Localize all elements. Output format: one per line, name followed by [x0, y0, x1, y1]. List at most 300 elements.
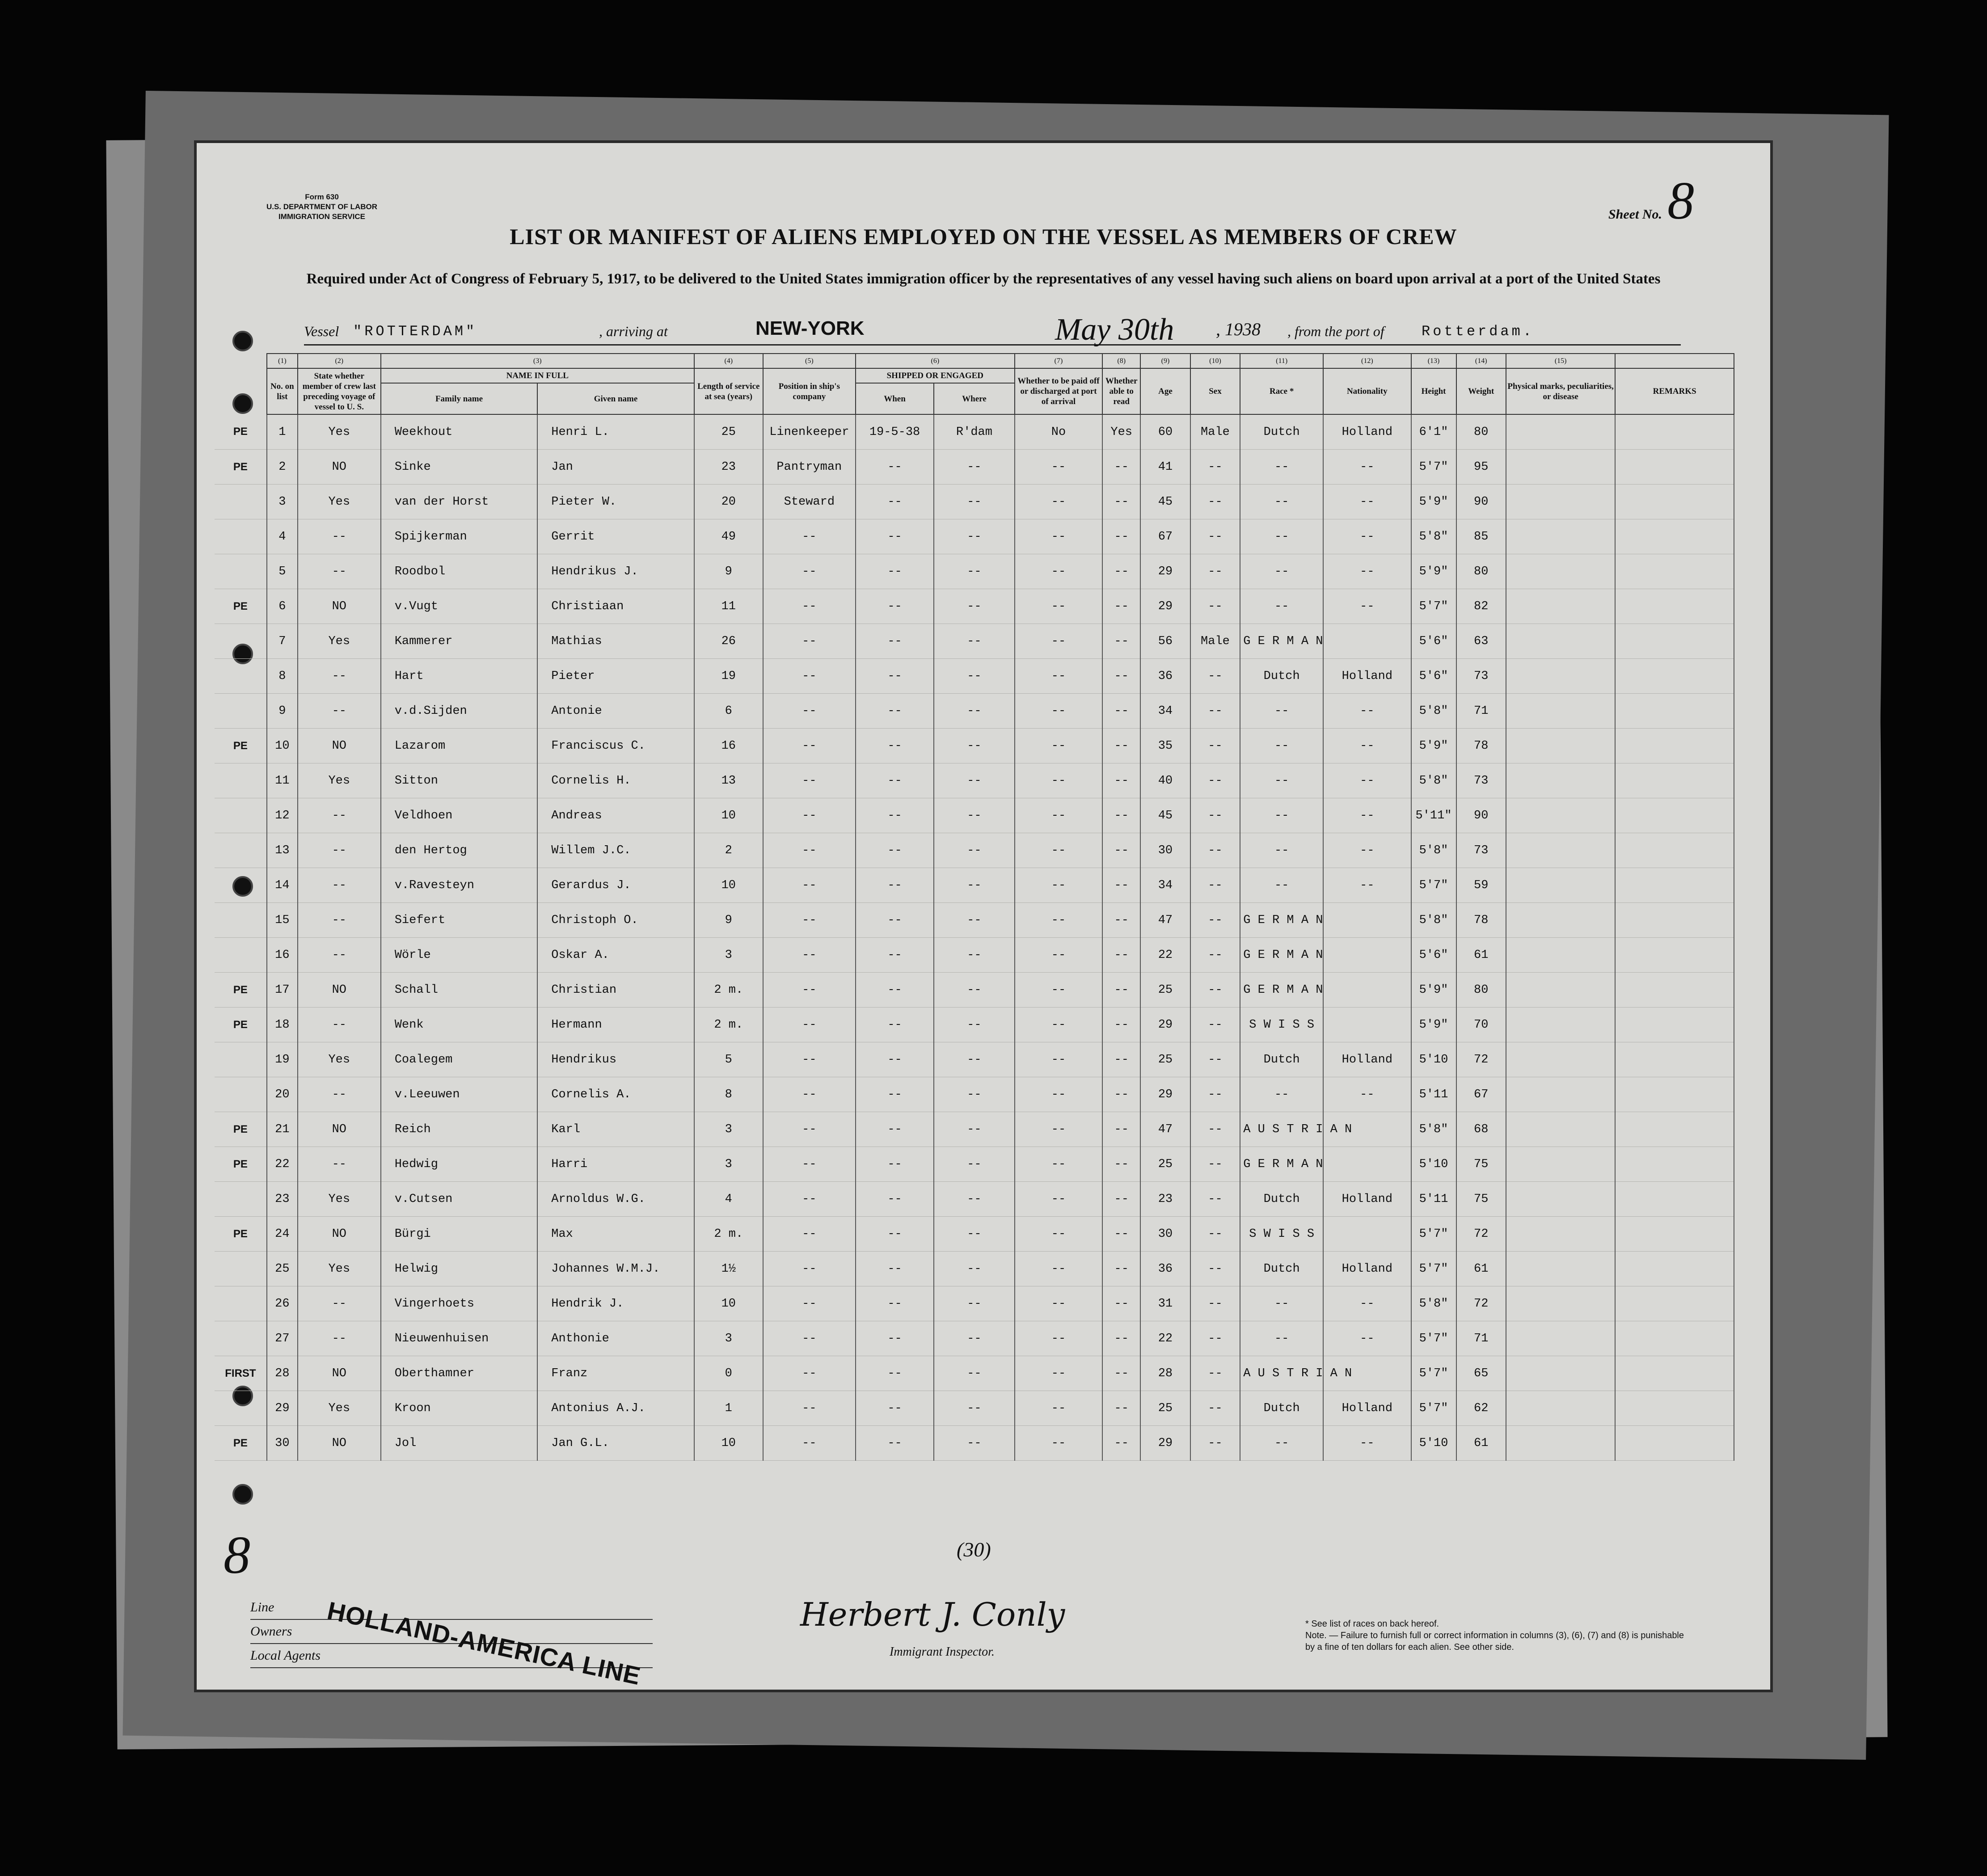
- cell-paid-off: --: [1015, 1042, 1103, 1077]
- cell-shipped-when: --: [856, 729, 934, 763]
- cell-shipped-where: --: [934, 1147, 1015, 1182]
- cell-able-to-read: --: [1102, 1356, 1140, 1391]
- page-subtitle: Required under Act of Congress of February 5, 1917, to be delivered to the United States immigration officer by the representatives of any vessel having such aliens on board upon arrival at a port of the United States: [306, 271, 1661, 287]
- cell-age: 29: [1140, 1008, 1190, 1042]
- margin-mark: [215, 1391, 267, 1426]
- cell-given-name: Christoph O.: [537, 903, 694, 938]
- margin-mark: [215, 1321, 267, 1356]
- cell-family-name: Siefert: [381, 903, 538, 938]
- margin-mark: PE: [215, 729, 267, 763]
- cell-race: --: [1240, 694, 1323, 729]
- cell-sex: --: [1190, 1112, 1240, 1147]
- cell-age: 36: [1140, 659, 1190, 694]
- cell-given-name: Anthonie: [537, 1321, 694, 1356]
- cell-shipped-when: --: [856, 973, 934, 1008]
- cell-sex: --: [1190, 938, 1240, 973]
- cell-remarks: [1615, 1147, 1734, 1182]
- column-number: (8): [1102, 354, 1140, 368]
- cell-age: 23: [1140, 1182, 1190, 1217]
- table-row: [215, 1321, 1734, 1356]
- cell-position: --: [763, 659, 856, 694]
- arrival-year: , 1938: [1216, 319, 1261, 339]
- cell-sex: --: [1190, 833, 1240, 868]
- cell-sex: --: [1190, 694, 1240, 729]
- arriving-label: , arriving at: [599, 323, 668, 339]
- cell-race: Dutch: [1240, 1252, 1323, 1286]
- cell-physical-marks: [1506, 729, 1615, 763]
- cell-age: 41: [1140, 450, 1190, 485]
- cell-sex: --: [1190, 1042, 1240, 1077]
- cell-race: Dutch: [1240, 1042, 1323, 1077]
- cell-weight: 71: [1456, 1321, 1506, 1356]
- cell-race: --: [1240, 450, 1323, 485]
- cell-height: 5'8": [1411, 763, 1456, 798]
- cell-previous-voyage: --: [298, 833, 381, 868]
- margin-mark: [215, 694, 267, 729]
- cell-physical-marks: [1506, 1391, 1615, 1426]
- cell-paid-off: --: [1015, 1147, 1103, 1182]
- cell-height: 5'9": [1411, 1008, 1456, 1042]
- cell-weight: 68: [1456, 1112, 1506, 1147]
- cell-remarks: [1615, 938, 1734, 973]
- cell-length-of-service: 10: [694, 798, 763, 833]
- cell-position: --: [763, 868, 856, 903]
- cell-shipped-when: --: [856, 659, 934, 694]
- cell-physical-marks: [1506, 1182, 1615, 1217]
- cell-age: 34: [1140, 868, 1190, 903]
- header-no-on-list: No. on list: [267, 368, 298, 414]
- cell-race: --: [1240, 589, 1323, 624]
- table-row: [215, 589, 1734, 624]
- cell-nationality: [1323, 1008, 1411, 1042]
- cell-remarks: [1615, 450, 1734, 485]
- cell-given-name: Willem J.C.: [537, 833, 694, 868]
- cell-physical-marks: [1506, 624, 1615, 659]
- cell-height: 5'8": [1411, 833, 1456, 868]
- cell-weight: 85: [1456, 519, 1506, 554]
- cell-length-of-service: 25: [694, 414, 763, 450]
- cell-height: 5'9": [1411, 729, 1456, 763]
- cell-weight: 62: [1456, 1391, 1506, 1426]
- table-row: [215, 833, 1734, 868]
- cell-race: Dutch: [1240, 1182, 1323, 1217]
- cell-length-of-service: 13: [694, 763, 763, 798]
- cell-shipped-where: --: [934, 1391, 1015, 1426]
- cell-family-name: Jol: [381, 1426, 538, 1461]
- cell-age: 40: [1140, 763, 1190, 798]
- cell-remarks: [1615, 729, 1734, 763]
- table-row: [215, 763, 1734, 798]
- cell-previous-voyage: Yes: [298, 763, 381, 798]
- cell-able-to-read: --: [1102, 1217, 1140, 1252]
- cell-shipped-when: --: [856, 554, 934, 589]
- cell-row-number: 18: [267, 1008, 298, 1042]
- margin-mark: [215, 1252, 267, 1286]
- cell-able-to-read: --: [1102, 589, 1140, 624]
- cell-age: 30: [1140, 1217, 1190, 1252]
- margin-mark: PE: [215, 1426, 267, 1461]
- cell-position: --: [763, 1182, 856, 1217]
- cell-position: --: [763, 589, 856, 624]
- cell-position: --: [763, 1042, 856, 1077]
- table-row: [215, 485, 1734, 519]
- cell-shipped-where: --: [934, 833, 1015, 868]
- cell-physical-marks: [1506, 1252, 1615, 1286]
- cell-family-name: Weekhout: [381, 414, 538, 450]
- header-name-in-full: NAME IN FULL: [381, 368, 694, 383]
- margin-mark: [215, 485, 267, 519]
- cell-row-number: 17: [267, 973, 298, 1008]
- cell-shipped-where: --: [934, 1286, 1015, 1321]
- cell-sex: --: [1190, 485, 1240, 519]
- from-port-label: , from the port of: [1287, 323, 1384, 339]
- cell-paid-off: --: [1015, 1426, 1103, 1461]
- cell-height: 5'6": [1411, 938, 1456, 973]
- cell-sex: --: [1190, 868, 1240, 903]
- cell-position: --: [763, 1077, 856, 1112]
- cell-family-name: v.Vugt: [381, 589, 538, 624]
- cell-given-name: Jan: [537, 450, 694, 485]
- cell-length-of-service: 2 m.: [694, 1008, 763, 1042]
- cell-height: 5'7": [1411, 1252, 1456, 1286]
- cell-weight: 75: [1456, 1147, 1506, 1182]
- cell-physical-marks: [1506, 1042, 1615, 1077]
- cell-remarks: [1615, 1286, 1734, 1321]
- table-row: [215, 1286, 1734, 1321]
- table-row: [215, 1252, 1734, 1286]
- cell-weight: 80: [1456, 554, 1506, 589]
- cell-weight: 90: [1456, 798, 1506, 833]
- handwritten-tally: 8: [224, 1525, 250, 1585]
- cell-previous-voyage: NO: [298, 1112, 381, 1147]
- cell-row-number: 13: [267, 833, 298, 868]
- cell-nationality: --: [1323, 1426, 1411, 1461]
- cell-able-to-read: --: [1102, 729, 1140, 763]
- cell-age: 31: [1140, 1286, 1190, 1321]
- cell-height: 5'7": [1411, 1356, 1456, 1391]
- cell-length-of-service: 3: [694, 1321, 763, 1356]
- binder-hole: [232, 1484, 253, 1505]
- cell-family-name: van der Horst: [381, 485, 538, 519]
- header-nationality: Nationality: [1323, 368, 1411, 414]
- cell-height: 5'8": [1411, 694, 1456, 729]
- cell-able-to-read: Yes: [1102, 414, 1140, 450]
- cell-given-name: Arnoldus W.G.: [537, 1182, 694, 1217]
- cell-shipped-when: --: [856, 938, 934, 973]
- table-row: [215, 1217, 1734, 1252]
- cell-weight: 67: [1456, 1077, 1506, 1112]
- cell-physical-marks: [1506, 903, 1615, 938]
- cell-previous-voyage: --: [298, 519, 381, 554]
- column-number: (14): [1456, 354, 1506, 368]
- cell-shipped-when: --: [856, 1112, 934, 1147]
- cell-paid-off: --: [1015, 1112, 1103, 1147]
- cell-previous-voyage: Yes: [298, 1042, 381, 1077]
- cell-age: 45: [1140, 798, 1190, 833]
- cell-shipped-where: --: [934, 938, 1015, 973]
- cell-length-of-service: 0: [694, 1356, 763, 1391]
- cell-shipped-when: --: [856, 485, 934, 519]
- cell-sex: Male: [1190, 414, 1240, 450]
- cell-position: --: [763, 1426, 856, 1461]
- cell-shipped-where: --: [934, 729, 1015, 763]
- cell-sex: --: [1190, 1426, 1240, 1461]
- cell-remarks: [1615, 1112, 1734, 1147]
- cell-shipped-when: --: [856, 1356, 934, 1391]
- cell-able-to-read: --: [1102, 833, 1140, 868]
- manifest-rows: [215, 414, 1734, 1461]
- cell-paid-off: --: [1015, 729, 1103, 763]
- cell-given-name: Pieter W.: [537, 485, 694, 519]
- cell-remarks: [1615, 694, 1734, 729]
- cell-age: 35: [1140, 729, 1190, 763]
- cell-shipped-where: --: [934, 973, 1015, 1008]
- cell-position: --: [763, 1217, 856, 1252]
- cell-length-of-service: 10: [694, 868, 763, 903]
- table-row: [215, 798, 1734, 833]
- cell-race: G E R M A N: [1240, 938, 1323, 973]
- cell-shipped-when: --: [856, 1008, 934, 1042]
- cell-weight: 59: [1456, 868, 1506, 903]
- cell-age: 36: [1140, 1252, 1190, 1286]
- cell-age: 60: [1140, 414, 1190, 450]
- cell-age: 29: [1140, 1426, 1190, 1461]
- column-number: (9): [1140, 354, 1190, 368]
- header-length-of-service: Length of service at sea (years): [694, 368, 763, 414]
- cell-family-name: Reich: [381, 1112, 538, 1147]
- cell-shipped-when: --: [856, 1252, 934, 1286]
- vessel-label: Vessel: [304, 323, 339, 339]
- cell-length-of-service: 16: [694, 729, 763, 763]
- cell-weight: 95: [1456, 450, 1506, 485]
- cell-remarks: [1615, 1252, 1734, 1286]
- cell-sex: --: [1190, 519, 1240, 554]
- margin-mark: [215, 624, 267, 659]
- cell-height: 5'11: [1411, 1182, 1456, 1217]
- cell-paid-off: --: [1015, 694, 1103, 729]
- cell-remarks: [1615, 624, 1734, 659]
- table-row: [215, 659, 1734, 694]
- cell-remarks: [1615, 1042, 1734, 1077]
- cell-paid-off: --: [1015, 485, 1103, 519]
- column-number: (13): [1411, 354, 1456, 368]
- cell-nationality: --: [1323, 589, 1411, 624]
- cell-nationality: --: [1323, 763, 1411, 798]
- cell-height: 5'8": [1411, 519, 1456, 554]
- cell-length-of-service: 3: [694, 1147, 763, 1182]
- header-able-to-read: Whether able to read: [1102, 368, 1140, 414]
- margin-mark: [215, 938, 267, 973]
- cell-row-number: 16: [267, 938, 298, 973]
- header-position: Position in ship's company: [763, 368, 856, 414]
- cell-row-number: 27: [267, 1321, 298, 1356]
- cell-family-name: Hart: [381, 659, 538, 694]
- cell-previous-voyage: --: [298, 938, 381, 973]
- cell-paid-off: --: [1015, 450, 1103, 485]
- margin-header: [215, 354, 267, 414]
- cell-race: S W I S S: [1240, 1008, 1323, 1042]
- cell-age: 25: [1140, 1391, 1190, 1426]
- header-remarks: REMARKS: [1615, 368, 1734, 414]
- cell-able-to-read: --: [1102, 973, 1140, 1008]
- cell-nationality: Holland: [1323, 659, 1411, 694]
- table-row: [215, 1182, 1734, 1217]
- table-row: [215, 938, 1734, 973]
- cell-remarks: [1615, 1008, 1734, 1042]
- cell-family-name: den Hertog: [381, 833, 538, 868]
- cell-race: --: [1240, 554, 1323, 589]
- margin-mark: [215, 1042, 267, 1077]
- cell-row-number: 20: [267, 1077, 298, 1112]
- cell-weight: 75: [1456, 1182, 1506, 1217]
- cell-age: 34: [1140, 694, 1190, 729]
- cell-row-number: 22: [267, 1147, 298, 1182]
- margin-mark: PE: [215, 1147, 267, 1182]
- cell-paid-off: --: [1015, 938, 1103, 973]
- cell-shipped-when: --: [856, 1321, 934, 1356]
- column-number: (4): [694, 354, 763, 368]
- cell-family-name: Kroon: [381, 1391, 538, 1426]
- cell-remarks: [1615, 485, 1734, 519]
- margin-mark: [215, 833, 267, 868]
- header-previous-voyage: State whether member of crew last preceding voyage of vessel to U. S.: [298, 368, 381, 414]
- margin-mark: PE: [215, 1112, 267, 1147]
- cell-paid-off: --: [1015, 903, 1103, 938]
- column-number: (12): [1323, 354, 1411, 368]
- cell-race: Dutch: [1240, 1391, 1323, 1426]
- cell-family-name: v.d.Sijden: [381, 694, 538, 729]
- margin-mark: [215, 659, 267, 694]
- margin-mark: FIRST: [215, 1356, 267, 1391]
- cell-position: --: [763, 1112, 856, 1147]
- cell-physical-marks: [1506, 938, 1615, 973]
- cell-position: --: [763, 1147, 856, 1182]
- cell-shipped-where: --: [934, 868, 1015, 903]
- cell-shipped-where: --: [934, 1321, 1015, 1356]
- cell-remarks: [1615, 763, 1734, 798]
- table-row: [215, 694, 1734, 729]
- cell-shipped-where: --: [934, 1182, 1015, 1217]
- cell-previous-voyage: NO: [298, 1356, 381, 1391]
- cell-row-number: 23: [267, 1182, 298, 1217]
- cell-sex: --: [1190, 659, 1240, 694]
- cell-length-of-service: 9: [694, 554, 763, 589]
- cell-position: --: [763, 1008, 856, 1042]
- cell-weight: 73: [1456, 833, 1506, 868]
- cell-shipped-where: --: [934, 763, 1015, 798]
- cell-shipped-where: --: [934, 903, 1015, 938]
- cell-age: 47: [1140, 903, 1190, 938]
- header-family-name: Family name: [381, 383, 538, 414]
- cell-paid-off: --: [1015, 1077, 1103, 1112]
- cell-age: 22: [1140, 1321, 1190, 1356]
- cell-row-number: 10: [267, 729, 298, 763]
- cell-paid-off: --: [1015, 659, 1103, 694]
- cell-previous-voyage: NO: [298, 450, 381, 485]
- cell-sex: --: [1190, 1147, 1240, 1182]
- cell-family-name: v.Cutsen: [381, 1182, 538, 1217]
- table-row: [215, 973, 1734, 1008]
- cell-weight: 82: [1456, 589, 1506, 624]
- cell-race: --: [1240, 1286, 1323, 1321]
- cell-age: 28: [1140, 1356, 1190, 1391]
- cell-row-number: 30: [267, 1426, 298, 1461]
- cell-age: 30: [1140, 833, 1190, 868]
- cell-sex: --: [1190, 729, 1240, 763]
- cell-weight: 63: [1456, 624, 1506, 659]
- cell-family-name: Schall: [381, 973, 538, 1008]
- cell-family-name: Sitton: [381, 763, 538, 798]
- cell-age: 25: [1140, 1042, 1190, 1077]
- cell-race: G E R M A N: [1240, 624, 1323, 659]
- cell-position: --: [763, 938, 856, 973]
- cell-previous-voyage: Yes: [298, 485, 381, 519]
- cell-able-to-read: --: [1102, 554, 1140, 589]
- cell-race: A U S T R I A N: [1240, 1356, 1323, 1391]
- cell-given-name: Antonius A.J.: [537, 1391, 694, 1426]
- cell-position: --: [763, 624, 856, 659]
- cell-given-name: Christian: [537, 973, 694, 1008]
- cell-shipped-when: --: [856, 1391, 934, 1426]
- cell-previous-voyage: --: [298, 1008, 381, 1042]
- cell-nationality: Holland: [1323, 1042, 1411, 1077]
- cell-height: 5'8": [1411, 903, 1456, 938]
- cell-height: 5'7": [1411, 1217, 1456, 1252]
- cell-physical-marks: [1506, 694, 1615, 729]
- cell-length-of-service: 2 m.: [694, 973, 763, 1008]
- margin-mark: PE: [215, 450, 267, 485]
- cell-position: --: [763, 798, 856, 833]
- form-identifier: [250, 192, 393, 222]
- cell-sex: --: [1190, 589, 1240, 624]
- header-race: Race *: [1240, 368, 1323, 414]
- inspector-signature: Herbert J. Conly: [800, 1596, 1065, 1633]
- cell-sex: Male: [1190, 624, 1240, 659]
- cell-given-name: Max: [537, 1217, 694, 1252]
- cell-paid-off: --: [1015, 1321, 1103, 1356]
- cell-length-of-service: 11: [694, 589, 763, 624]
- cell-position: Pantryman: [763, 450, 856, 485]
- cell-able-to-read: --: [1102, 694, 1140, 729]
- cell-physical-marks: [1506, 1356, 1615, 1391]
- table-row: [215, 554, 1734, 589]
- penalty-note: Note. — Failure to furnish full or correct information in columns (3), (6), (7) and (8) is punishable by a fine of ten dollars for each alien. See other side.: [1305, 1631, 1684, 1652]
- cell-nationality: Holland: [1323, 1391, 1411, 1426]
- cell-shipped-when: 19-5-38: [856, 414, 934, 450]
- cell-family-name: v.Leeuwen: [381, 1077, 538, 1112]
- cell-nationality: --: [1323, 485, 1411, 519]
- cell-physical-marks: [1506, 798, 1615, 833]
- cell-shipped-where: --: [934, 1426, 1015, 1461]
- cell-race: G E R M A N: [1240, 973, 1323, 1008]
- cell-family-name: Veldhoen: [381, 798, 538, 833]
- cell-previous-voyage: --: [298, 798, 381, 833]
- margin-mark: [215, 763, 267, 798]
- cell-race: --: [1240, 868, 1323, 903]
- table-row: [215, 1426, 1734, 1461]
- cell-remarks: [1615, 903, 1734, 938]
- cell-physical-marks: [1506, 868, 1615, 903]
- cell-given-name: Mathias: [537, 624, 694, 659]
- cell-remarks: [1615, 554, 1734, 589]
- cell-row-number: 8: [267, 659, 298, 694]
- cell-race: --: [1240, 763, 1323, 798]
- cell-previous-voyage: NO: [298, 973, 381, 1008]
- table-row: [215, 1147, 1734, 1182]
- cell-able-to-read: --: [1102, 624, 1140, 659]
- cell-nationality: --: [1323, 833, 1411, 868]
- cell-given-name: Cornelis H.: [537, 763, 694, 798]
